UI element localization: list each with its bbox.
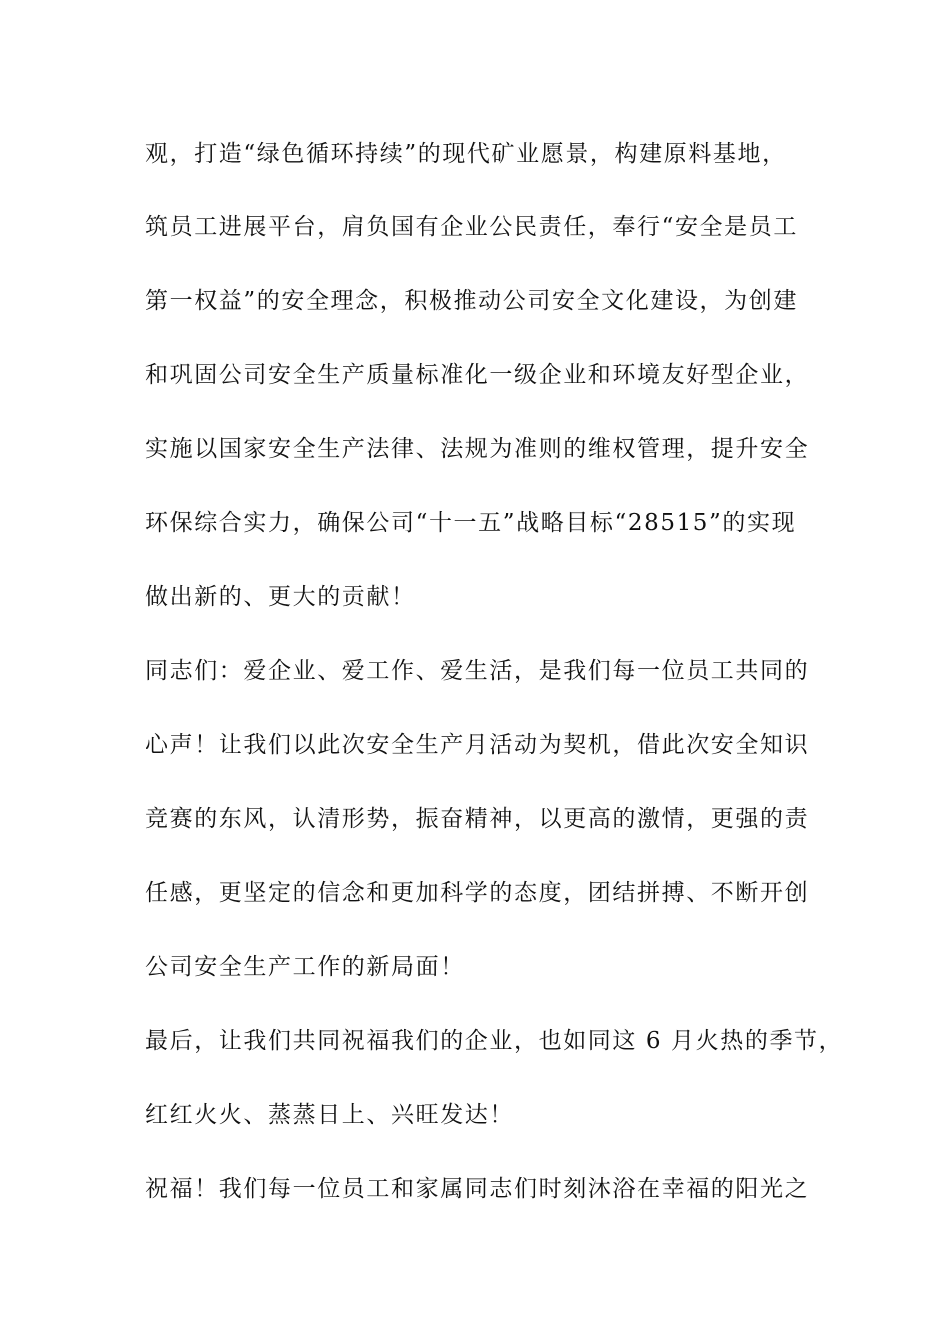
text-line: 红红火火、蒸蒸日上、兴旺发达！	[145, 1102, 514, 1128]
text-line: 最后，让我们共同祝福我们的企业，也如同这 6 月火热的季节，	[145, 1028, 844, 1054]
text-line: 任感，更坚定的信念和更加科学的态度，团结拼搏、不断开创	[145, 880, 810, 906]
text-line: 心声！让我们以此次安全生产月活动为契机，借此次安全知识	[145, 732, 810, 758]
text-line: 公司安全生产工作的新局面！	[145, 954, 465, 980]
text-line: 做出新的、更大的贡献！	[145, 584, 416, 610]
text-line: 实施以国家安全生产法律、法规为准则的维权管理，提升安全	[145, 436, 810, 462]
text-line: 第一权益”的安全理念，积极推动公司安全文化建设，为创建	[145, 288, 798, 314]
text-line: 环保综合实力，确保公司“十一五”战略目标“28515”的实现	[145, 510, 797, 536]
text-line: 筑员工进展平台，肩负国有企业公民责任，奉行“安全是员工	[145, 214, 798, 240]
text-line: 同志们：爱企业、爱工作、爱生活，是我们每一位员工共同的	[145, 658, 810, 684]
text-line: 祝福！我们每一位员工和家属同志们时刻沐浴在幸福的阳光之	[145, 1176, 810, 1202]
text-line: 竞赛的东风，认清形势，振奋精神，以更高的激情，更强的责	[145, 806, 810, 832]
text-line: 和巩固公司安全生产质量标准化一级企业和环境友好型企业，	[145, 362, 810, 388]
text-line: 观，打造“绿色循环持续”的现代矿业愿景，构建原料基地，	[145, 141, 787, 167]
